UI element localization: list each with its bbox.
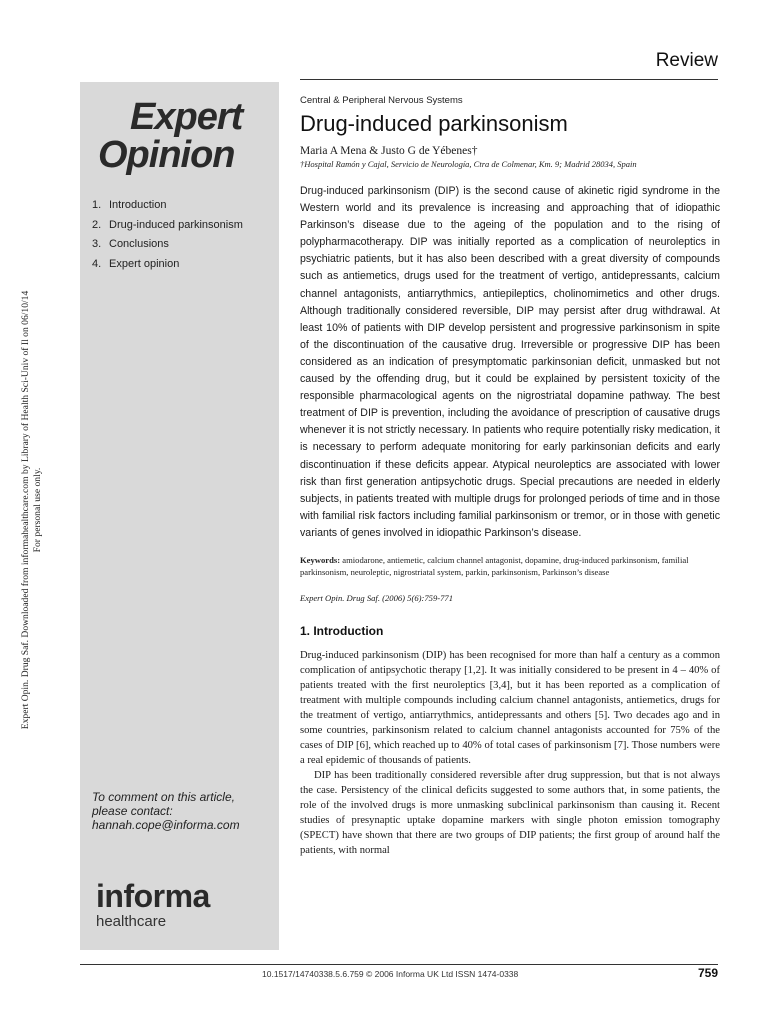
comment-contact	[92, 790, 272, 832]
page-number: 759	[697, 966, 718, 980]
comment-email[interactable]: hannah.cope@informa.com	[92, 818, 240, 832]
publisher-subname: healthcare	[96, 913, 167, 930]
journal-logo-line1: Expert	[130, 96, 243, 138]
paragraph: DIP has been traditionally considered reversible after drug suppression, but that is not always the case. Persistency of the clinical deficits suggested to some authors that, in some patients, the role of the involved drugs is more unmasking subclinical parkinsonism than causing it. Recent studies of presynaptic uptake dopamine markers with single photon emission tomography (SPECT) have shown that there are two groups of DIP patients; the first group of around half the patients, with normal	[300, 769, 720, 857]
footer-doi: 10.1517/14740338.5.6.759 © 2006 Informa UK Ltd ISSN 1474-0338	[262, 969, 519, 979]
download-notice-line1: Expert Opin. Drug Saf. Downloaded from informahealthcare.com by Library of Health Sci-Univ of Il on 06/10/14	[20, 290, 31, 730]
section-label: Review	[655, 50, 718, 71]
keywords	[300, 554, 720, 579]
article-category: Central & Peripheral Nervous Systems	[300, 95, 463, 106]
keywords-list: amiodarone, antiemetic, calcium channel antagonist, dopamine, drug-induced parkinsonism, familial parkinsonism, neuroleptic, nigrostriatal system, parkin, parkinsonism, Parkinson’s disease	[300, 554, 689, 578]
footer-rule	[80, 964, 718, 965]
journal-logo-line2: Opinion	[98, 134, 235, 176]
table-of-contents	[92, 196, 243, 274]
comment-line2: please contact:	[92, 804, 173, 818]
citation: Expert Opin. Drug Saf. (2006) 5(6):759-771	[300, 592, 453, 603]
publisher-name: informa	[96, 878, 210, 914]
paragraph: Drug-induced parkinsonism (DIP) has been recognised for more than half a century as a common complication of antipsychotic therapy [1,2]. It was initially considered to be present in 4 – 40% of patients treated with the first neuroleptics [3,4], but it has been reported as a complication of treatment with multiple compounds including calcium channel antagonists, antiemetics, drugs for the treatment of vertigo, antiarrythmics, antidepressants and others [5]. Two decades ago and in some countries, parkinsonism related to calcium channel antagonists accounted for 75% of the cases of DIP [6], which reached up to 40% of total cases of parkinsonism [7]. Those numbers were a real epidemic of thousands of patients.	[300, 649, 720, 766]
section-heading-introduction: 1. Introduction	[300, 623, 384, 638]
article-authors: Maria A Mena & Justo G de Yébenes†	[300, 145, 478, 157]
toc-item-drug-induced-parkinsonism[interactable]: 2. Drug-induced parkinsonism	[92, 218, 243, 231]
toc-item-introduction[interactable]: 1. Introduction	[92, 199, 167, 211]
comment-line1: To comment on this article,	[92, 790, 235, 804]
introduction-body	[300, 648, 720, 859]
article-main	[300, 95, 720, 858]
author-affiliation: †Hospital Ramón y Cajal, Servicio de Neurología, Ctra de Colmenar, Km. 9; Madrid 28034, Spain	[300, 159, 637, 169]
download-notice-line2: For personal use only.	[31, 467, 43, 553]
keywords-label: Keywords:	[300, 554, 341, 565]
download-notice	[20, 270, 43, 750]
abstract: Drug-induced parkinsonism (DIP) is the second cause of akinetic rigid syndrome in the Western world and its prevalence is increasing and approaching that of idiopathic Parkinson’s disease due to the ageing of the population and to the rising of polypharmacotherapy. DIP was initially reported as a complication of neuroleptics in psychiatric patients, but it has also been described with a great diversity of compounds such as antiemetics, drugs used for the treatment of vertigo, antidepressants, calcium channel antagonists, antiarrythmics, antiepileptics, cholinomimetics and other drugs. Although traditionally considered reversible, DIP may persist after drug withdrawal. At least 10% of patients with DIP develop persistent and progressive parkinsonism in spite of the discontinuation of the causative drug. Irreversible or progressive DIP has been considered as an indication of presymptomatic parkinsonian deficit, unmasked but not caused by the offending drug, but it could be explained by persistent toxicity of the responsible pharmacological agents on the nigrostriatal dopamine pathway. The best treatment of DIP is prevention, including the avoidance of prescription of causative drugs whenever it is not strictly necessary. In patients who require potentially risky medication, it is necessary to perform adequate monitoring for early parkinsonian deficits and early discontinuation if these deficits appear. Atypical neuroleptics are associated with lower risk than first generation antipsychotic drugs. Special precautions are needed in elderly subjects, in patients treated with multiple drugs for prolonged periods of time and in those with familial risk factors including familial parkinsonism or tremor, or in those with genetic variants of genes involved in idiopathic Parkinson’s disease.	[300, 185, 720, 539]
publisher-logo	[96, 880, 210, 932]
sidebar	[80, 82, 279, 950]
toc-item-expert-opinion[interactable]: 4. Expert opinion	[92, 257, 180, 270]
toc-item-conclusions[interactable]: 3. Conclusions	[92, 238, 169, 250]
journal-logo	[98, 98, 242, 174]
article-title: Drug-induced parkinsonism	[300, 111, 568, 136]
header-rule	[300, 79, 718, 80]
